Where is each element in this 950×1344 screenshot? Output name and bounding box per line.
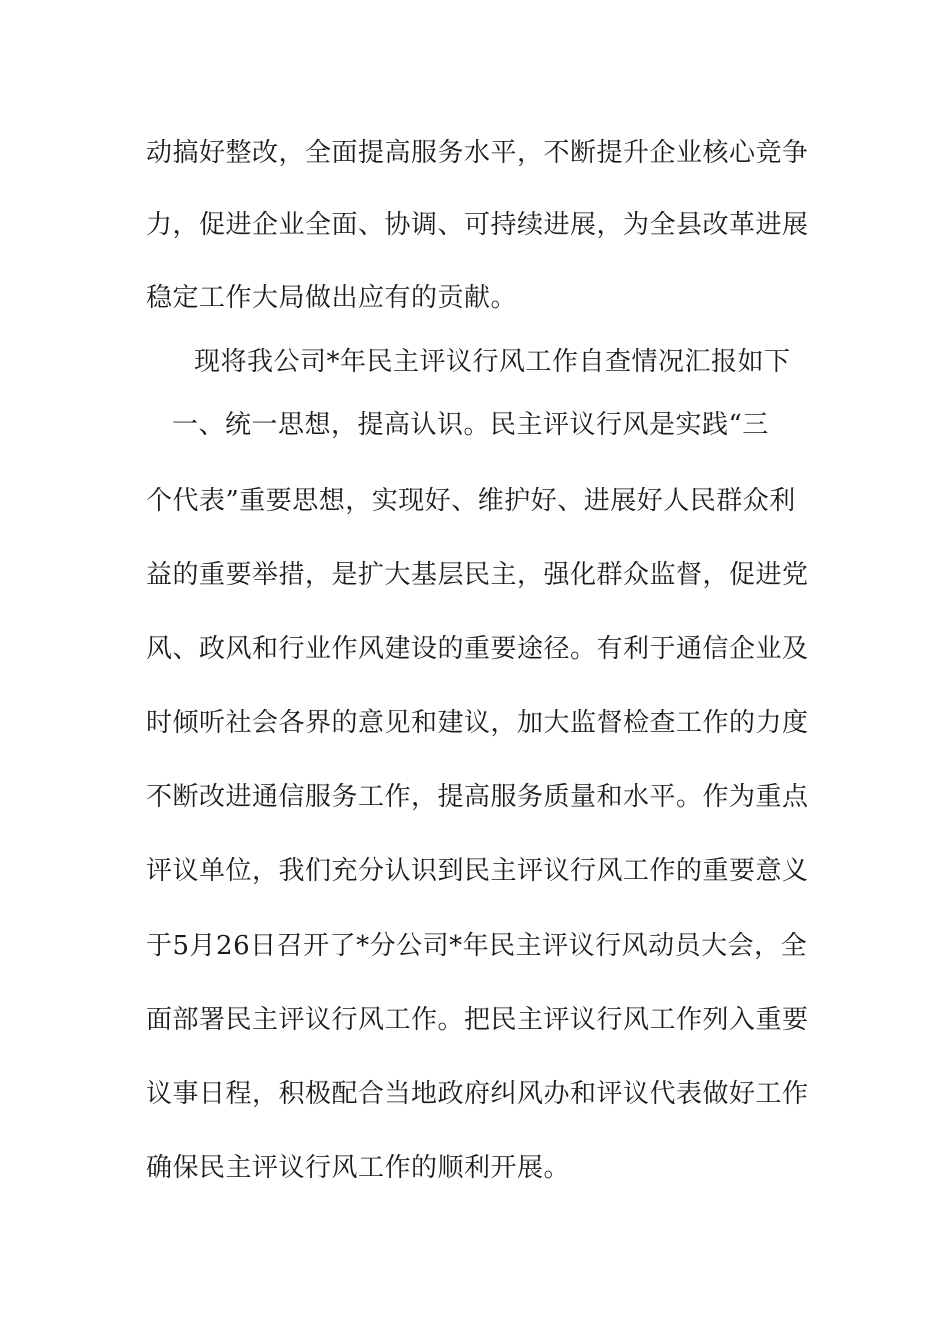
text-line: 面部署民主评议行风工作。把民主评议行风工作列入重要	[146, 1005, 809, 1035]
text-line: 确保民主评议行风工作的顺利开展。	[146, 1153, 571, 1183]
text-line: 益的重要举措，是扩大基层民主，强化群众监督，促进党	[146, 560, 809, 590]
text-line: 评议单位，我们充分认识到民主评议行风工作的重要意义	[146, 856, 809, 886]
text-line: 个代表”重要思想，实现好、维护好、进展好人民群众利	[146, 486, 796, 516]
text-line: 动搞好整改，全面提高服务水平，不断提升企业核心竞争	[146, 138, 809, 168]
text-line: 现将我公司*年民主评议行风工作自查情况汇报如下	[194, 347, 791, 377]
text-line: 风、政风和行业作风建设的重要途径。有利于通信企业及	[146, 634, 809, 664]
text-line: 于5月26日召开了*分公司*年民主评议行风动员大会，全	[146, 931, 808, 961]
text-line: 议事日程，积极配合当地政府纠风办和评议代表做好工作	[146, 1079, 809, 1109]
text-line: 稳定工作大局做出应有的贡献。	[146, 283, 518, 313]
text-line: 一、统一思想，提高认识。民主评议行风是实践“三	[172, 410, 769, 440]
text-line: 不断改进通信服务工作，提高服务质量和水平。作为重点	[146, 782, 809, 812]
text-line: 时倾听社会各界的意见和建议，加大监督检查工作的力度	[146, 708, 809, 738]
text-line: 力，促进企业全面、协调、可持续进展，为全县改革进展	[146, 210, 809, 240]
